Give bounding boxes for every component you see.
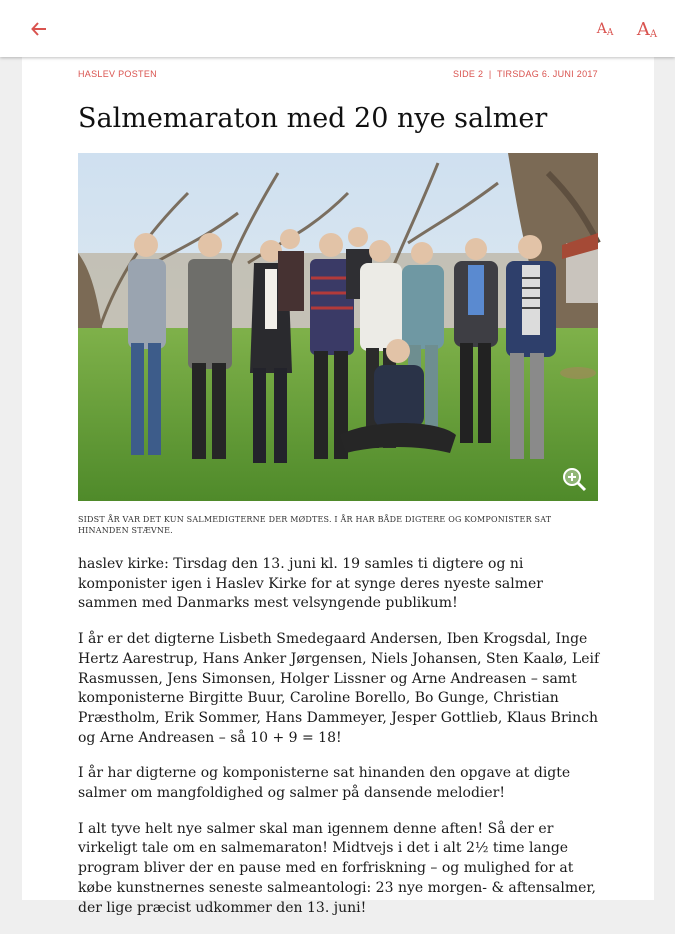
font-size-increase-button[interactable] xyxy=(632,14,662,44)
group-photo-illustration xyxy=(78,153,598,501)
article-body xyxy=(78,555,604,934)
font-size-large-icon: AA xyxy=(636,18,658,40)
article-paragraph: I år har digterne og komponisterne sat hinanden den opgave at digte salmer om mangfoldighed og salmer på dansende melodier! xyxy=(78,765,571,802)
publication-name: HASLEV POSTEN xyxy=(78,69,157,79)
article-page xyxy=(22,57,654,916)
page-and-date: SIDE 2 | TIRSDAG 6. JUNI 2017 xyxy=(452,69,598,79)
font-size-small-icon: AA xyxy=(596,21,614,38)
article-paragraph: I alt tyve helt nye salmer skal man igennem denne aften! Så der er virkeligt tale om en salmemaraton! Midtvejs i det i alt 2½ time lange program bliver der en pause med en forfriskning – og mulighed for at købe kunstnernes seneste salmeantologi: 23 nye morgen- & aftensalmer, der lige præcist udkommer den 13. juni! xyxy=(78,820,596,916)
top-toolbar xyxy=(0,0,675,57)
photo-caption: SIDST ÅR VAR DET KUN SALMEDIGTERNE DER MØDTES. I ÅR HAR BÅDE DIGTERE OG KOMPONISTER SAT HINANDEN STÆVNE. xyxy=(78,515,552,535)
back-button[interactable] xyxy=(24,14,54,44)
article-paragraph: haslev kirke: Tirsdag den 13. juni kl. 19 samles ti digtere og ni komponister igen i Haslev Kirke for at synge deres nyeste salmer sammen med Danmarks mest velsyngende publikum! xyxy=(78,556,544,612)
article-headline: Salmemaraton med 20 nye salmer xyxy=(78,103,548,134)
photo-zoom-button[interactable] xyxy=(560,465,588,493)
arrow-left-icon xyxy=(30,20,48,38)
font-size-decrease-button[interactable] xyxy=(590,14,620,44)
article-paragraph: I år er det digterne Lisbeth Smedegaard Andersen, Iben Krogsdal, Inge Hertz Aarestrup, Hans Anker Jørgensen, Niels Johansen, Sten Kaalø, Leif Rasmussen, Jens Simonsen, Holger Lissner og Arne Andreasen – samt komponisterne Birgitte Buur, Caroline Borello, Bo Gunge, Christian Præstholm, Erik Sommer, Hans Dammeyer, Jesper Gottlieb, Klaus Brinch og Arne Andreasen – så 10 + 9 = 18! xyxy=(78,631,600,746)
article-photo[interactable] xyxy=(78,153,598,501)
zoom-in-icon xyxy=(560,465,588,493)
